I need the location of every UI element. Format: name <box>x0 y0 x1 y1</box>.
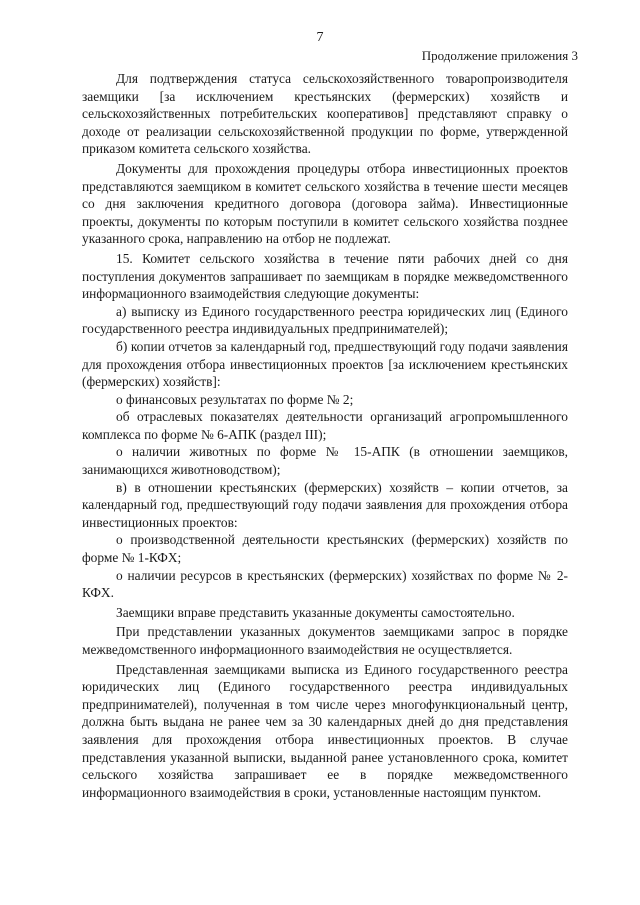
paragraph-extract-validity: Представленная заемщиками выписка из Единого государственного реестра юридических лиц (Единого государственного реестра индивидуальных предпринимателей), полученная в том числе через многофункциональный центр, должна быть выдана не ранее чем за 30 календарных дней до дня представления заявления для прохождения отбора инвестиционных проектов. В случае представления указанной выписки, выданной ранее установленного срока, комитет сельского хозяйства запрашивает ее в порядке межведомственного информационного взаимодействия в сроки, установленные настоящим пунктом. <box>82 661 568 800</box>
paragraph-form-1-kfh: о производственной деятельности крестьянских (фермерских) хозяйств по форме № 1-КФХ; <box>82 532 568 566</box>
paragraph-item-15: 15. Комитет сельского хозяйства в течение пяти рабочих дней со дня поступления документов запрашивает по заемщикам в порядке межведомственного информационного взаимодействия следующие документы: <box>82 250 568 302</box>
paragraph-form-2: о финансовых результатах по форме № 2; <box>116 391 354 407</box>
paragraph-subitem-v: в) в отношении крестьянских (фермерских) хозяйств – копии отчетов, за календарный год, предшествующий году подачи заявления для прохождения отбора инвестиционных проектов: <box>82 479 568 530</box>
paragraph-subitem-a: а) выписку из Единого государственного реестра юридических лиц (Единого государственного реестра индивидуальных предпринимателей); <box>82 303 568 337</box>
running-head: Продолжение приложения 3 <box>421 48 578 63</box>
paragraph-no-request: При представлении указанных документов заемщиками запрос в порядке межведомственного информационного взаимодействия не осуществляется. <box>82 624 568 657</box>
paragraph-form-2-kfh: о наличии ресурсов в крестьянских (фермерских) хозяйствах по форме № 2-КФХ. <box>82 567 568 601</box>
paragraph-form-15-apk: о наличии животных по форме № 15-АПК (в отношении заемщиков, занимающихся животноводством); <box>82 444 568 478</box>
paragraph-self-submission: Заемщики вправе представить указанные документы самостоятельно. <box>116 604 515 620</box>
paragraph-form-6-apk: об отраслевых показателях деятельности организаций агропромышленного комплекса по форме № 6-АПК (раздел III); <box>82 409 568 442</box>
document-body <box>82 70 568 801</box>
paragraph-documents-deadline: Документы для прохождения процедуры отбора инвестиционных проектов представляются заемщиком в комитет сельского хозяйства в течение шести месяцев со дня заключения кредитного договора (договора займа). Инвестиционные проекты, документы по которым поступили в комитет сельского хозяйства позднее указанного срока, направлению на отбор не подлежат. <box>82 160 568 247</box>
paragraph-status-confirmation: Для подтверждения статуса сельскохозяйственного товаропроизводителя заемщики [за исключением крестьянских (фермерских) хозяйств и сельскохозяйственных потребительских кооперативов] представляют справку о доходе от реализации сельскохозяйственной продукции по форме, утвержденной приказом комитета сельского хозяйства. <box>82 71 568 157</box>
page-number: 7 <box>316 30 324 45</box>
paragraph-subitem-b: б) копии отчетов за календарный год, предшествующий году подачи заявления для прохождения отбора инвестиционных проектов [за исключением крестьянских (фермерских) хозяйств]: <box>82 338 568 390</box>
